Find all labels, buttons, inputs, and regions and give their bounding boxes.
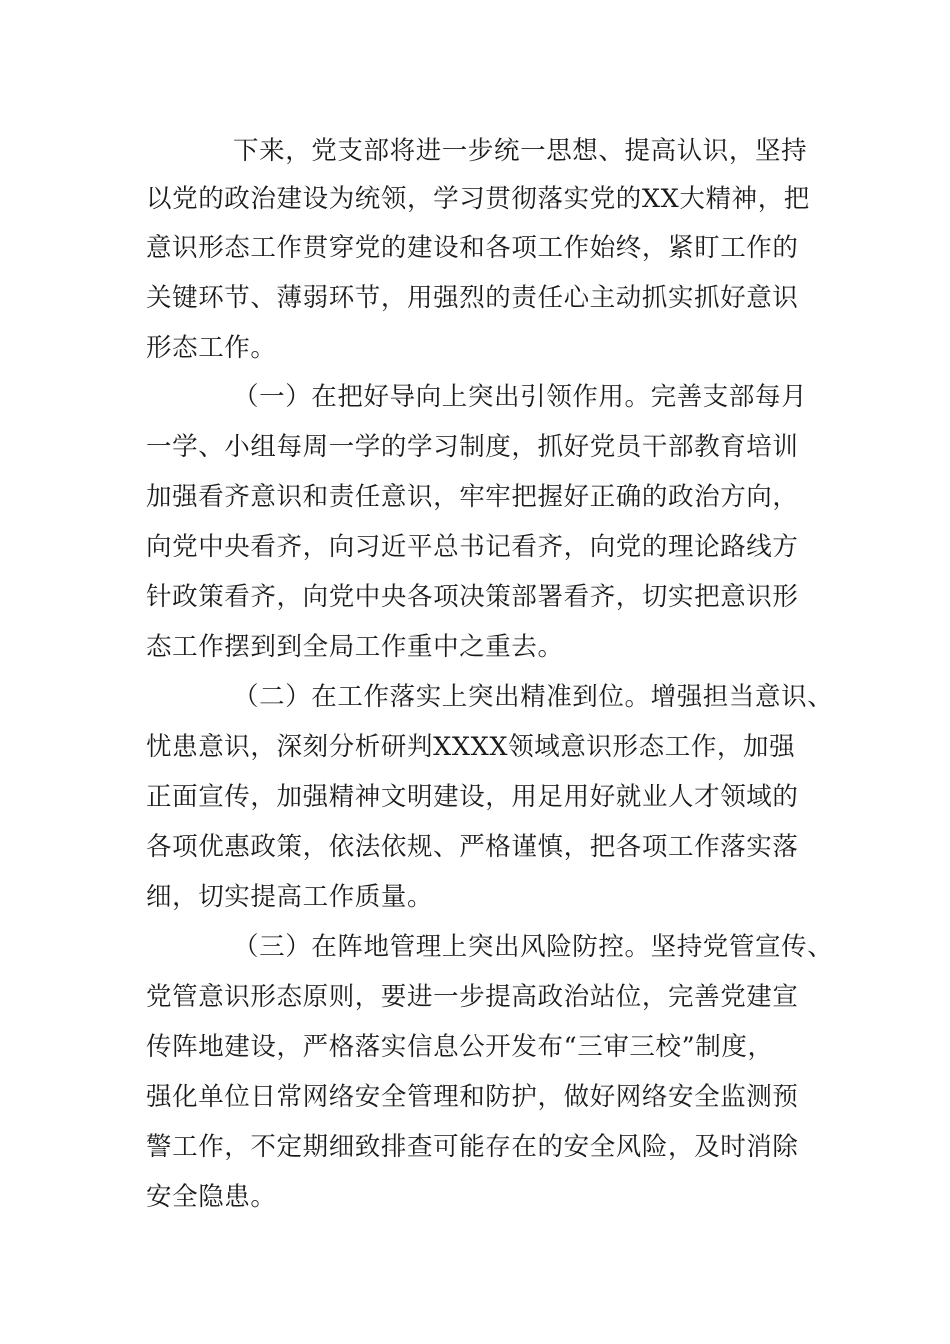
paragraph-line: 加强看齐意识和责任意识，牢牢把握好正确的政治方向，: [146, 482, 799, 512]
paragraph-line: 意识形态工作贯穿党的建设和各项工作始终，紧盯工作的: [146, 233, 799, 263]
paragraph-line: 警工作，不定期细致排查可能存在的安全风险，及时消除: [146, 1132, 799, 1162]
paragraph-line: 强化单位日常网络安全管理和防护，做好网络安全监测预: [146, 1082, 799, 1112]
paragraph-line: 正面宣传，加强精神文明建设，用足用好就业人才领域的: [146, 782, 799, 812]
paragraph-line: 各项优惠政策，依法依规、严格谨慎，把各项工作落实落: [146, 832, 799, 862]
paragraph-line: 安全隐患。: [146, 1182, 277, 1212]
paragraph-line: 形态工作。: [146, 333, 277, 363]
paragraph-line: 细，切实提高工作质量。: [146, 882, 434, 912]
paragraph-line: （三）在阵地管理上突出风险防控。坚持党管宣传、: [233, 932, 834, 962]
paragraph-line: 态工作摆到到全局工作重中之重去。: [146, 632, 564, 662]
paragraph-line: （一）在把好导向上突出引领作用。完善支部每月: [233, 382, 808, 412]
paragraph-line: 下来，党支部将进一步统一思想、提高认识，坚持: [233, 136, 808, 166]
paragraph-line: 针政策看齐，向党中央各项决策部署看齐，切实把意识形: [146, 582, 799, 612]
paragraph-line: 以党的政治建设为统领，学习贯彻落实党的XX大精神，把: [146, 184, 810, 214]
paragraph-line: 党管意识形态原则，要进一步提高政治站位，完善党建宣: [146, 982, 799, 1012]
paragraph-line: 忧患意识，深刻分析研判XXXX领域意识形态工作，加强: [146, 732, 796, 762]
paragraph-line: 一学、小组每周一学的学习制度，抓好党员干部教育培训: [146, 432, 799, 462]
paragraph-line: 向党中央看齐，向习近平总书记看齐，向党的理论路线方: [146, 532, 799, 562]
paragraph-line: 关键环节、薄弱环节，用强烈的责任心主动抓实抓好意识: [146, 283, 799, 313]
paragraph-line: 传阵地建设，严格落实信息公开发布“三审三校”制度，: [146, 1032, 774, 1062]
paragraph-line: （二）在工作落实上突出精准到位。增强担当意识、: [233, 682, 834, 712]
